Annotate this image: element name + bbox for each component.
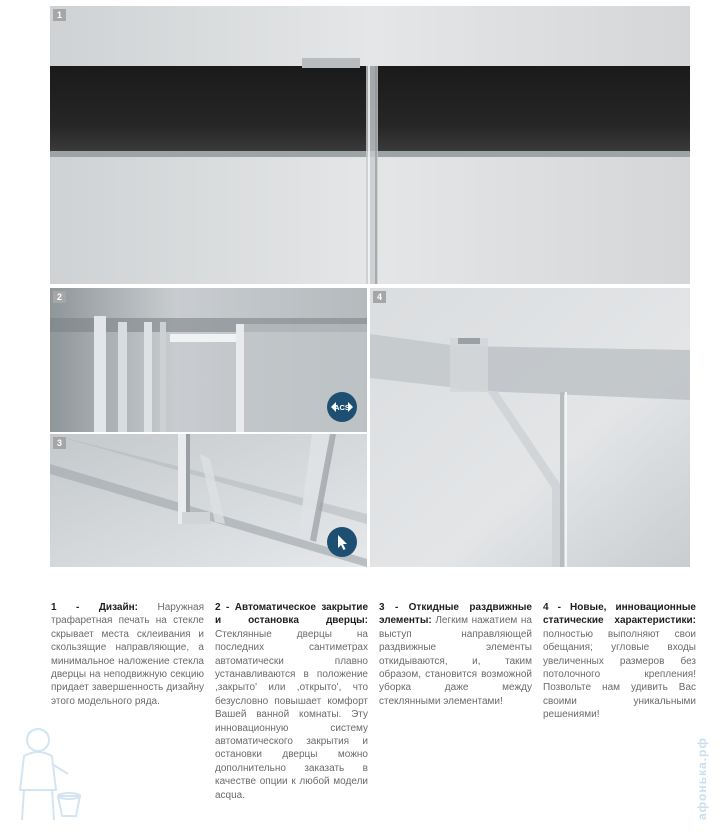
feature-heading: 2 - Автоматическое закрытие и остановка дверцы: [215,602,368,627]
photo-number: 3 [53,437,66,449]
acs-badge-label: ACS [334,403,350,412]
watermark-site-name: афонька.рф [695,737,709,820]
feature-text: Наружная трафаретная печать на стекле скрывает места склеивания и скользящие направляющие, а минимальное наложение стекла дверцы на неподвижную секцию придает завершенность дизайну этого модельного ряда. [51,602,205,707]
photo-design [50,6,690,284]
photo-auto-close [50,288,367,432]
acs-badge-icon [327,392,357,422]
feature-description-static [543,601,696,722]
plumber-mascot-icon [6,720,86,830]
photo-number: 1 [53,9,66,21]
push-cursor-icon [327,527,357,557]
photo-folding-elements [50,434,367,567]
feature-text: Легким нажатием на выступ направляющей раздвижные элементы откидываются, и, таким образом, становится возможной уборка даже между стеклянными элементами! [379,615,532,707]
photo-number: 2 [53,291,66,303]
feature-description-design [51,601,204,708]
feature-heading: 3 - Откидные раздвижные элементы: [379,602,532,627]
feature-heading: 1 - Дизайн: [51,602,139,613]
feature-text: полностью выполняют свои обещания; угловые входы увеличенных размеров без потолочного крепления! Позвольте нам удивить Вас своими уникальными решениями! [543,628,696,721]
feature-text: Стеклянные дверцы на последних сантиметрах автоматически плавно устанавливаются в положение ,закрыто' или ,открыто', что безусловно повышает комфорт Вашей ванной комнаты. Эту инновационную систему автоматического закрытия и остановки дверцы можно дополнительно заказать в качестве опции к любой модели acqua. [215,628,368,801]
feature-description-auto-close [215,601,368,802]
photo-corner-entry [370,288,690,567]
feature-description-folding [379,601,532,708]
photo-number: 4 [373,291,386,303]
feature-heading: 4 - Новые, инновационные статические характеристики: [543,602,696,627]
